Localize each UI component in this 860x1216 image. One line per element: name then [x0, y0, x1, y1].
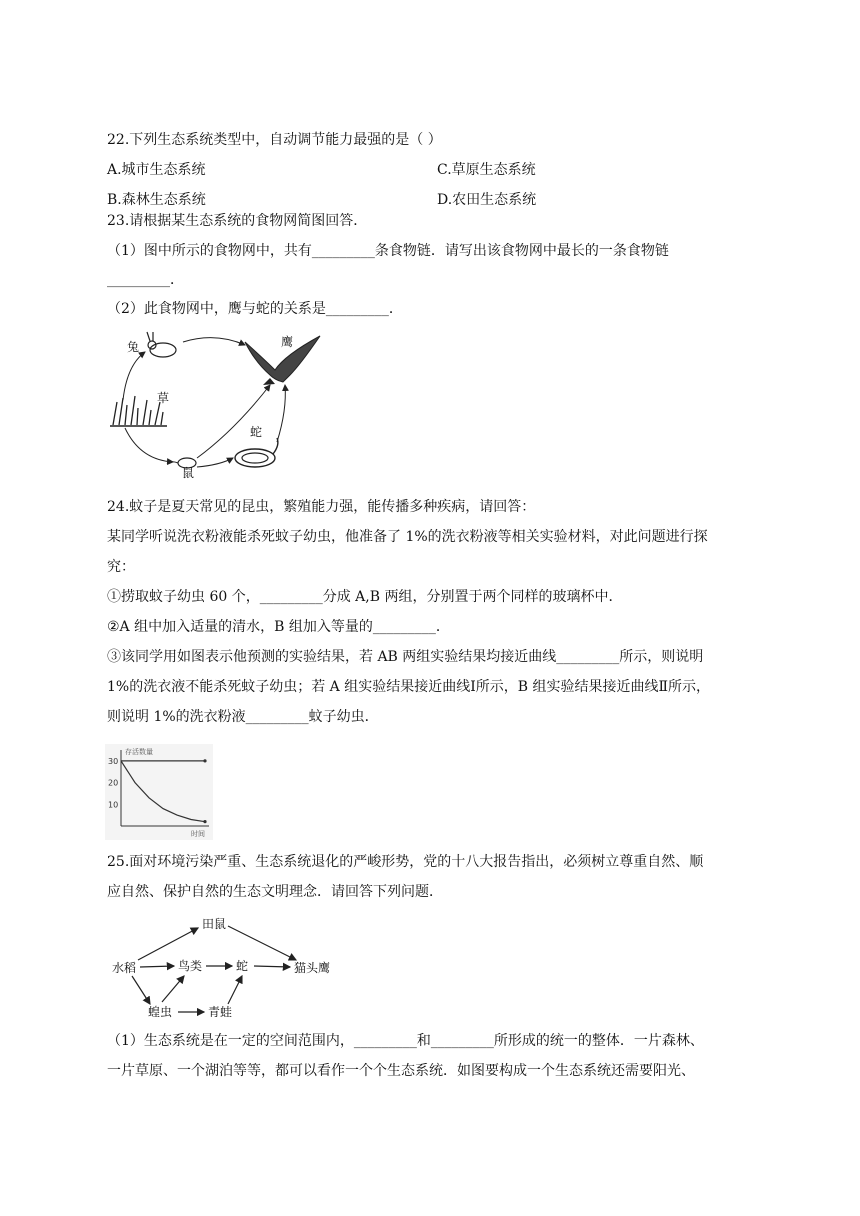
series-point	[203, 820, 206, 823]
q24-step3-line3: 则说明 1%的洗衣粉液_________蚊子幼虫．	[107, 709, 379, 725]
q23-part2: （2）此食物网中，鹰与蛇的关系是_________．	[107, 301, 403, 317]
arrow-grass-mouse	[125, 428, 173, 462]
y-tick-label: 10	[108, 800, 119, 810]
q24-intro-line1: 某同学听说洗衣粉液能杀死蚊子幼虫，他准备了 1%的洗衣粉液等相关实验材料，对此问题进行探	[107, 529, 708, 545]
node-birds: 鸟类	[178, 959, 203, 973]
arrow-snake-owl	[254, 966, 290, 967]
arrow-locust-birds	[162, 976, 184, 1002]
arrow-mouse-snake	[197, 458, 233, 467]
q22-option-a: A.城市生态系统	[107, 162, 206, 178]
y-axis-label: 存活数量	[125, 748, 153, 756]
q24-step2: ②A 组中加入适量的清水，B 组加入等量的_________．	[107, 619, 450, 635]
food-web-label-rabbit: 兔	[127, 340, 140, 354]
arrow-grass-rabbit	[123, 352, 145, 400]
q22-stem: 22.下列生态系统类型中，自动调节能力最强的是（ ）	[107, 132, 442, 148]
arrow-rice-vole	[138, 928, 198, 960]
q22-option-c: C.草原生态系统	[437, 162, 536, 178]
q22-option-b: B.森林生态系统	[107, 192, 206, 208]
node-locust: 蝗虫	[148, 1005, 173, 1019]
food-web-diagram	[108, 912, 358, 1024]
y-tick-label: 30	[108, 756, 119, 766]
food-web-label-eagle: 鹰	[281, 335, 294, 349]
q24-step3-line1: ③该同学用如图表示他预测的实验结果，若 AB 两组实验结果均接近曲线_________所示，则说明	[107, 649, 704, 665]
node-frog: 青蛙	[208, 1005, 233, 1019]
q22-option-d: D.农田生态系统	[437, 192, 537, 208]
q25-stem-line2: 应自然、保护自然的生态文明理念．请回答下列问题．	[107, 884, 443, 900]
series-point	[203, 759, 206, 762]
q24-intro-line2: 究：	[107, 559, 135, 575]
q25-part1-line2: 一片草原、一个湖泊等等，都可以看作一个个生态系统．如图要构成一个生态系统还需要阳光、	[107, 1063, 695, 1079]
food-web-label-mouse: 鼠	[182, 466, 195, 480]
x-axis-label: 时间	[191, 830, 205, 838]
node-owl: 猫头鹰	[294, 961, 331, 975]
node-rice: 水稻	[112, 961, 137, 975]
arrow-rice-locust	[132, 976, 150, 1004]
rabbit-illustration	[147, 332, 176, 357]
food-web-label-grass: 草	[157, 391, 170, 405]
arrow-frog-snake	[228, 976, 242, 1004]
q25-part1-line1: （1）生态系统是在一定的空间范围内，_________和_________所形成的统一的整体．一片森林、	[107, 1033, 704, 1049]
q24-stem: 24.蚊子是夏天常见的昆虫，繁殖能力强，能传播多种疾病，请回答：	[107, 499, 536, 515]
arrow-vole-owl	[228, 926, 296, 960]
snake-illustration	[235, 438, 278, 467]
q23-stem: 23.请根据某生态系统的食物网简图回答．	[107, 213, 368, 229]
food-web-label-snake: 蛇	[250, 425, 263, 439]
y-tick-label: 20	[108, 778, 119, 788]
arrow-rice-birds	[140, 966, 174, 967]
q24-step3-line2: 1%的洗衣液不能杀死蚊子幼虫；若 A 组实验结果接近曲线Ⅰ所示，B 组实验结果接近曲线Ⅱ所示，	[107, 679, 711, 695]
q24-step1: ①捞取蚊子幼虫 60 个，_________分成 A,B 两组，分别置于两个同样的玻璃杯中．	[107, 589, 623, 605]
food-web-figure	[105, 330, 335, 480]
arrow-mouse-eagle	[197, 385, 270, 458]
q23-part1-line1: （1）图中所示的食物网中，共有_________条食物链．请写出该食物网中最长的一条食物链	[107, 243, 669, 259]
q23-part1-line2: _________．	[107, 272, 184, 288]
node-snake: 蛇	[236, 959, 249, 973]
arrow-rabbit-eagle	[183, 338, 245, 345]
y-tick-labels	[108, 757, 118, 809]
q25-stem-line1: 25.面对环境污染严重、生态系统退化的严峻形势，党的十八大报告指出，必须树立尊重自然、顺	[107, 854, 704, 870]
arrow-snake-eagle	[277, 385, 285, 442]
survival-chart	[105, 744, 213, 840]
node-vole: 田鼠	[202, 917, 227, 931]
